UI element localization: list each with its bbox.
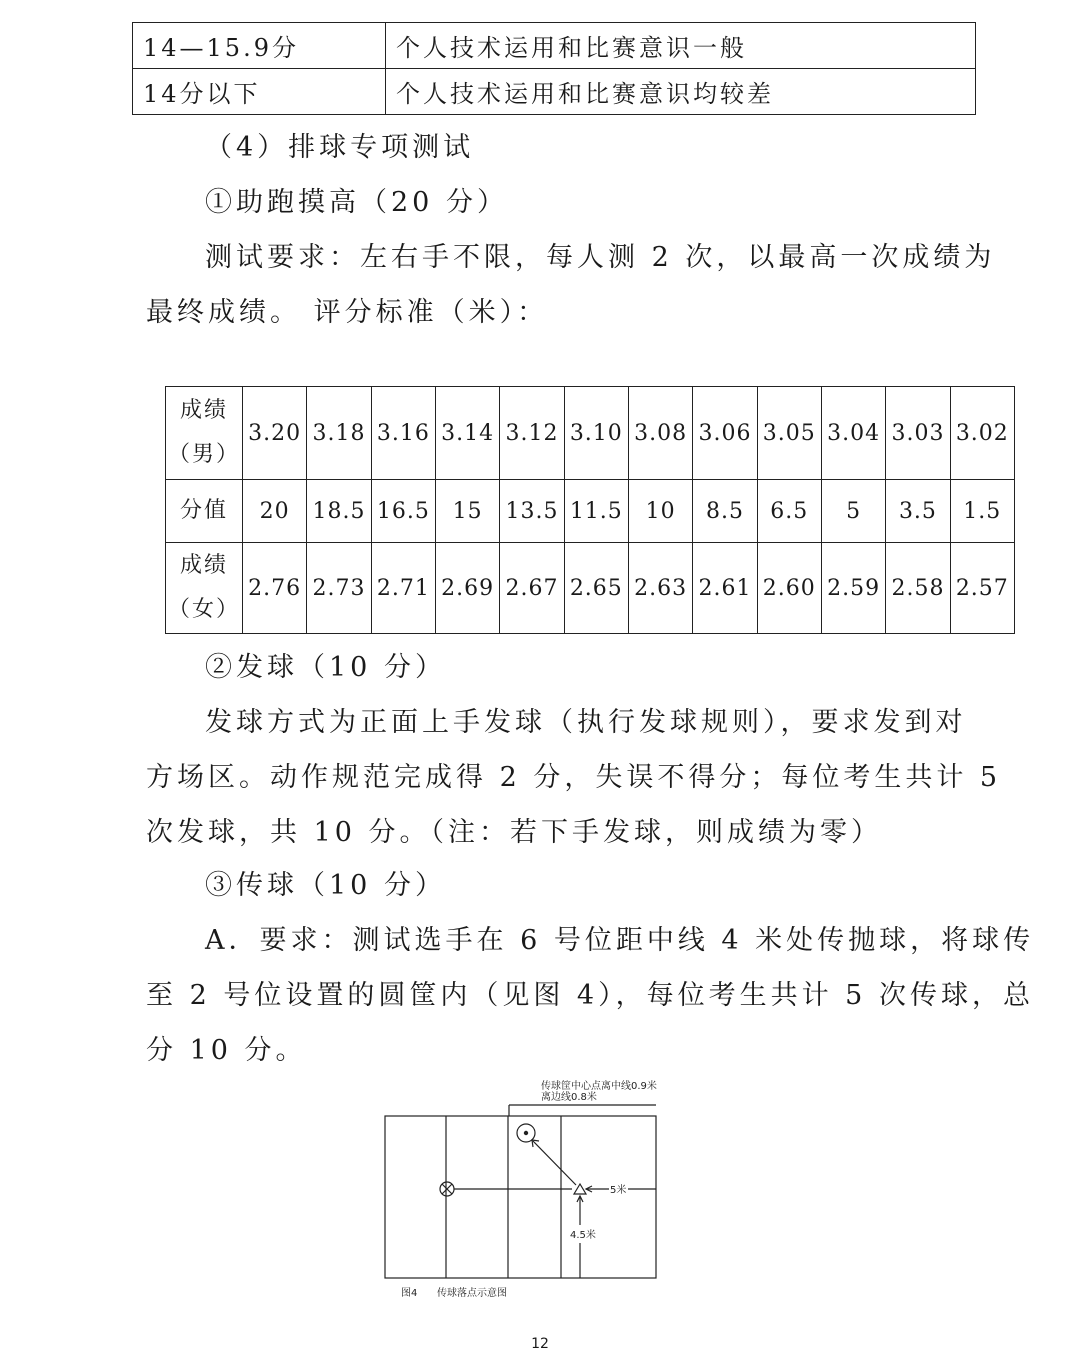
- label-line: （女）: [167, 597, 240, 622]
- paragraph-line: 次发球，共 10 分。（注：若下手发球，则成绩为零）: [146, 817, 883, 848]
- item-title: ③传球（10 分）: [205, 870, 446, 901]
- value-cell: 2.63: [628, 543, 692, 634]
- value-cell: 3.02: [950, 387, 1014, 480]
- value-cell: 3.06: [693, 387, 757, 480]
- value-cell: 3.20: [243, 387, 307, 480]
- value-cell: 2.71: [371, 543, 435, 634]
- row-label: [166, 387, 243, 480]
- value-cell: 2.76: [243, 543, 307, 634]
- label-line: 成绩: [179, 553, 228, 578]
- figure-label: 图4: [401, 1288, 418, 1299]
- value-cell: 2.73: [307, 543, 371, 634]
- value-cell: 3.05: [757, 387, 821, 480]
- evaluation-cell: 个人技术运用和比赛意识一般: [386, 23, 976, 69]
- value-cell: 3.18: [307, 387, 371, 480]
- paragraph-line: 发球方式为正面上手发球（执行发球规则），要求发到对: [205, 707, 967, 738]
- value-cell: 2.58: [886, 543, 950, 634]
- table-row: [133, 69, 976, 115]
- value-cell: 15: [435, 480, 499, 543]
- value-cell: 3.16: [371, 387, 435, 480]
- value-cell: 2.60: [757, 543, 821, 634]
- pass-target-diagram: [383, 1075, 673, 1305]
- score-table: [165, 386, 1015, 634]
- value-cell: 16.5: [371, 480, 435, 543]
- diagram-note: 传球筐中心点离中线0.9米: [541, 1081, 657, 1092]
- value-cell: 10: [628, 480, 692, 543]
- paragraph-line: 最终成绩。 评分标准（米）：: [146, 297, 549, 328]
- paragraph-line: 测试要求：左右手不限，每人测 2 次，以最高一次成绩为: [205, 242, 996, 273]
- value-cell: 5: [821, 480, 885, 543]
- male-result-row: [166, 387, 1015, 480]
- dimension-label: 5米: [610, 1185, 627, 1196]
- paragraph-line: 方场区。动作规范完成得 2 分，失误不得分；每位考生共计 5: [146, 762, 1002, 793]
- paragraph-line: A．要求：测试选手在 6 号位距中线 4 米处传抛球，将球传: [205, 925, 1035, 956]
- value-cell: 2.57: [950, 543, 1014, 634]
- value-cell: 18.5: [307, 480, 371, 543]
- evaluation-cell: 个人技术运用和比赛意识均较差: [386, 69, 976, 115]
- dimension-label: 4.5米: [570, 1230, 596, 1241]
- table-row: [133, 23, 976, 69]
- section-title: （4）排球专项测试: [205, 132, 475, 163]
- label-line: （男）: [167, 442, 240, 467]
- page-number: 12: [531, 1336, 549, 1352]
- value-cell: 11.5: [564, 480, 628, 543]
- value-cell: 20: [243, 480, 307, 543]
- value-cell: 3.08: [628, 387, 692, 480]
- value-cell: 3.04: [821, 387, 885, 480]
- value-cell: 2.69: [435, 543, 499, 634]
- figure-caption: 传球落点示意图: [437, 1288, 507, 1299]
- value-cell: 3.12: [500, 387, 564, 480]
- evaluation-table: [132, 22, 976, 115]
- value-cell: 6.5: [757, 480, 821, 543]
- value-cell: 3.03: [886, 387, 950, 480]
- label-line: 成绩: [179, 398, 228, 423]
- row-label: 分值: [166, 480, 243, 543]
- item-title: ②发球（10 分）: [205, 652, 446, 683]
- score-range-cell: 14—15.9分: [133, 23, 386, 69]
- value-cell: 3.14: [435, 387, 499, 480]
- value-cell: 2.65: [564, 543, 628, 634]
- value-cell: 2.59: [821, 543, 885, 634]
- value-cell: 2.61: [693, 543, 757, 634]
- item-title: ①助跑摸高（20 分）: [205, 187, 508, 218]
- diagram-note: 离边线0.8米: [541, 1092, 597, 1103]
- female-result-row: [166, 543, 1015, 634]
- score-range-cell: 14分以下: [133, 69, 386, 115]
- value-cell: 3.10: [564, 387, 628, 480]
- value-cell: 3.5: [886, 480, 950, 543]
- paragraph-line: 分 10 分。: [146, 1035, 307, 1066]
- paragraph-line: 至 2 号位设置的圆筐内（见图 4），每位考生共计 5 次传球，总: [146, 980, 1034, 1011]
- value-cell: 1.5: [950, 480, 1014, 543]
- pass-path-line: [533, 1141, 576, 1185]
- value-cell: 2.67: [500, 543, 564, 634]
- value-cell: 13.5: [500, 480, 564, 543]
- value-cell: 8.5: [693, 480, 757, 543]
- basket-center-icon: [524, 1131, 527, 1134]
- row-label: [166, 543, 243, 634]
- score-value-row: [166, 480, 1015, 543]
- player-triangle-icon: [574, 1184, 586, 1194]
